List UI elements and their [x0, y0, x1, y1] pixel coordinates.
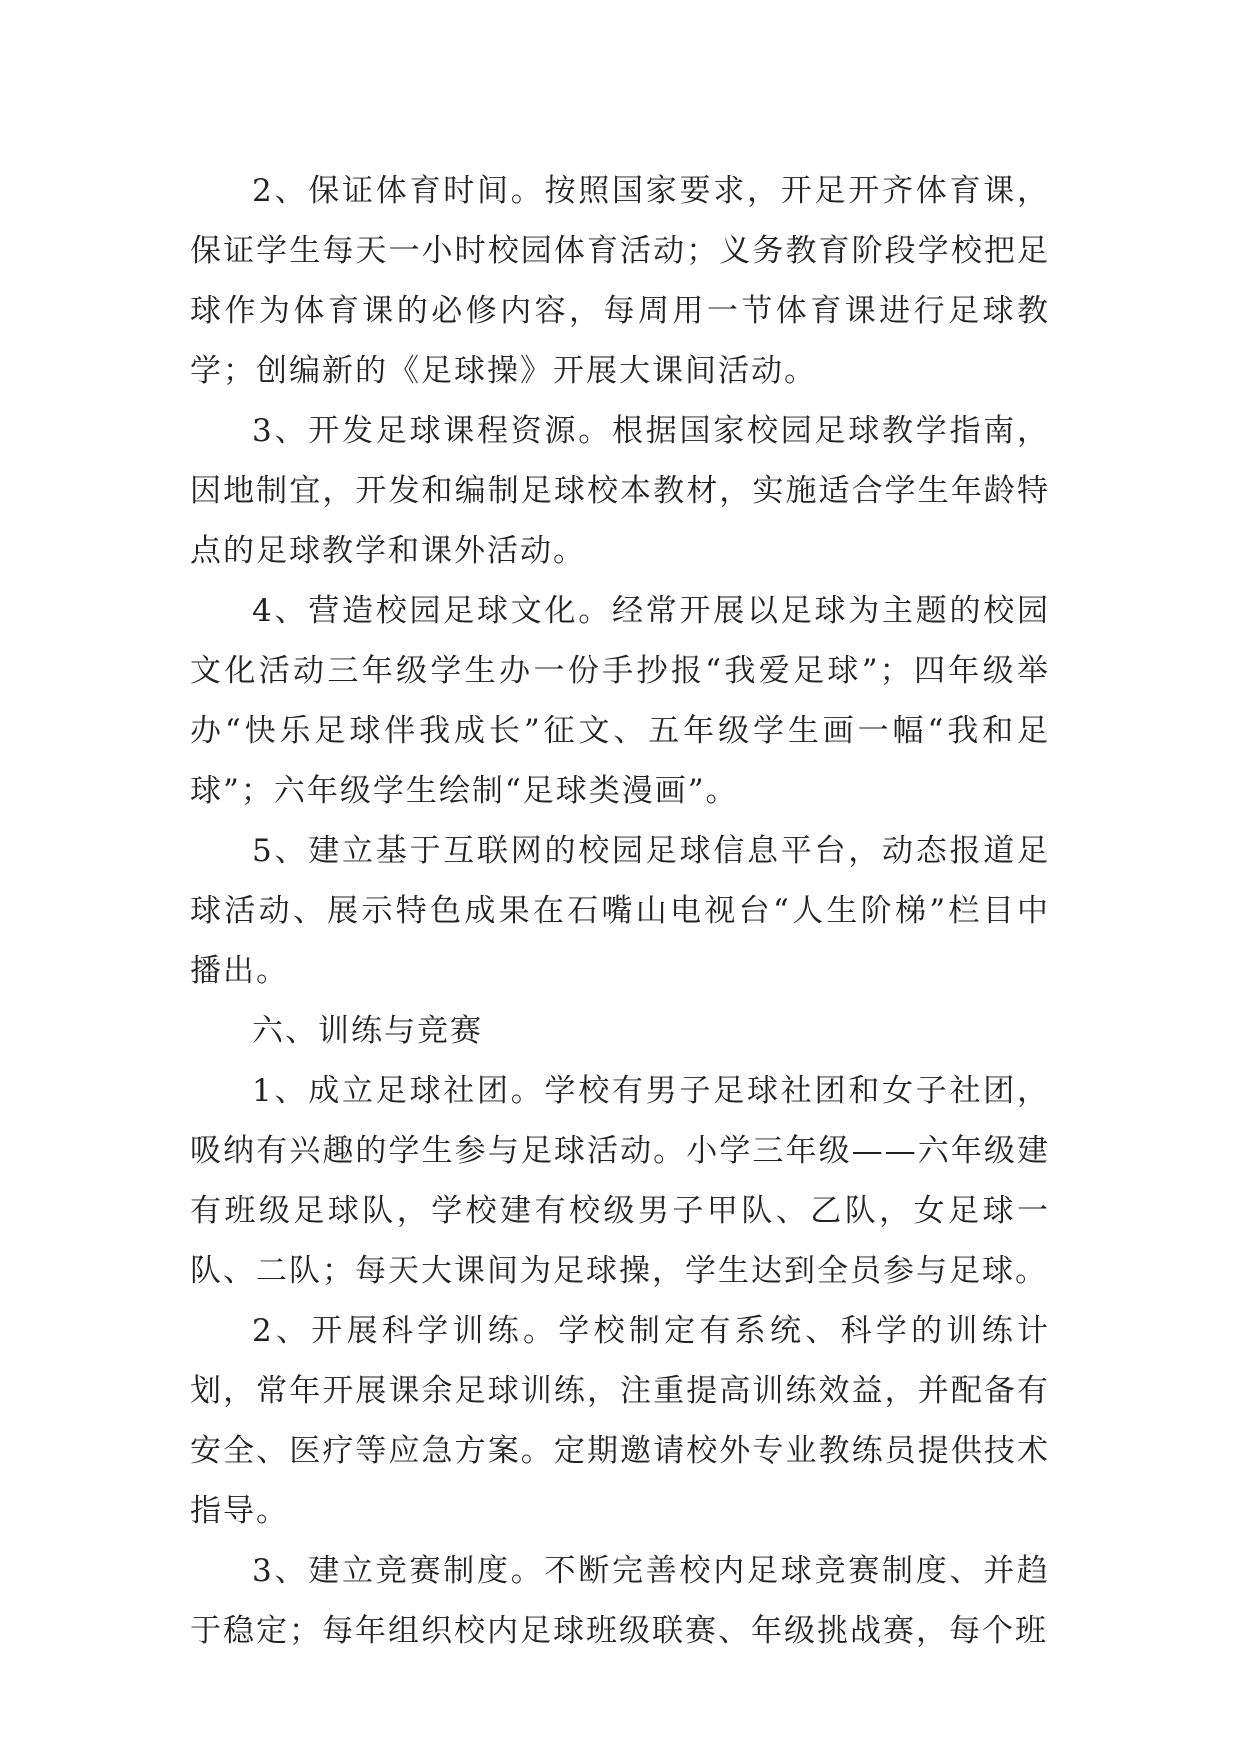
- document-body: [190, 161, 1050, 1661]
- paragraph-curriculum-resources: 3、开发足球课程资源。根据国家校园足球教学指南，因地制宜，开发和编制足球校本教材，实施适合学生年龄特点的足球教学和课外活动。: [190, 413, 1050, 569]
- paragraph-scientific-training: 2、开展科学训练。学校制定有系统、科学的训练计划，常年开展课余足球训练，注重提高训练效益，并配备有安全、医疗等应急方案。定期邀请校外专业教练员提供技术指导。: [190, 1313, 1050, 1529]
- section-heading-training: 六、训练与竞赛: [252, 1013, 483, 1049]
- paragraph-guarantee-pe-time: 2、保证体育时间。按照国家要求，开足开齐体育课，保证学生每天一小时校园体育活动；义务教育阶段学校把足球作为体育课的必修内容，每周用一节体育课进行足球教学；创编新的《足球操》开展大课间活动。: [190, 173, 1050, 389]
- paragraph-info-platform: 5、建立基于互联网的校园足球信息平台，动态报道足球活动、展示特色成果在石嘴山电视台“人生阶梯”栏目中播出。: [190, 833, 1050, 989]
- paragraph-football-culture: 4、营造校园足球文化。经常开展以足球为主题的校园文化活动三年级学生办一份手抄报“我爱足球”；四年级举办“快乐足球伴我成长”征文、五年级学生画一幅“我和足球”；六年级学生绘制“足球类漫画”。: [190, 593, 1050, 809]
- paragraph-competition-system: 3、建立竞赛制度。不断完善校内足球竞赛制度、并趋于稳定；每年组织校内足球班级联赛、年级挑战赛，每个班: [190, 1553, 1050, 1649]
- paragraph-football-club: 1、成立足球社团。学校有男子足球社团和女子社团，吸纳有兴趣的学生参与足球活动。小学三年级——六年级建有班级足球队，学校建有校级男子甲队、乙队，女足球一队、二队；每天大课间为足球操，学生达到全员参与足球。: [190, 1073, 1050, 1289]
